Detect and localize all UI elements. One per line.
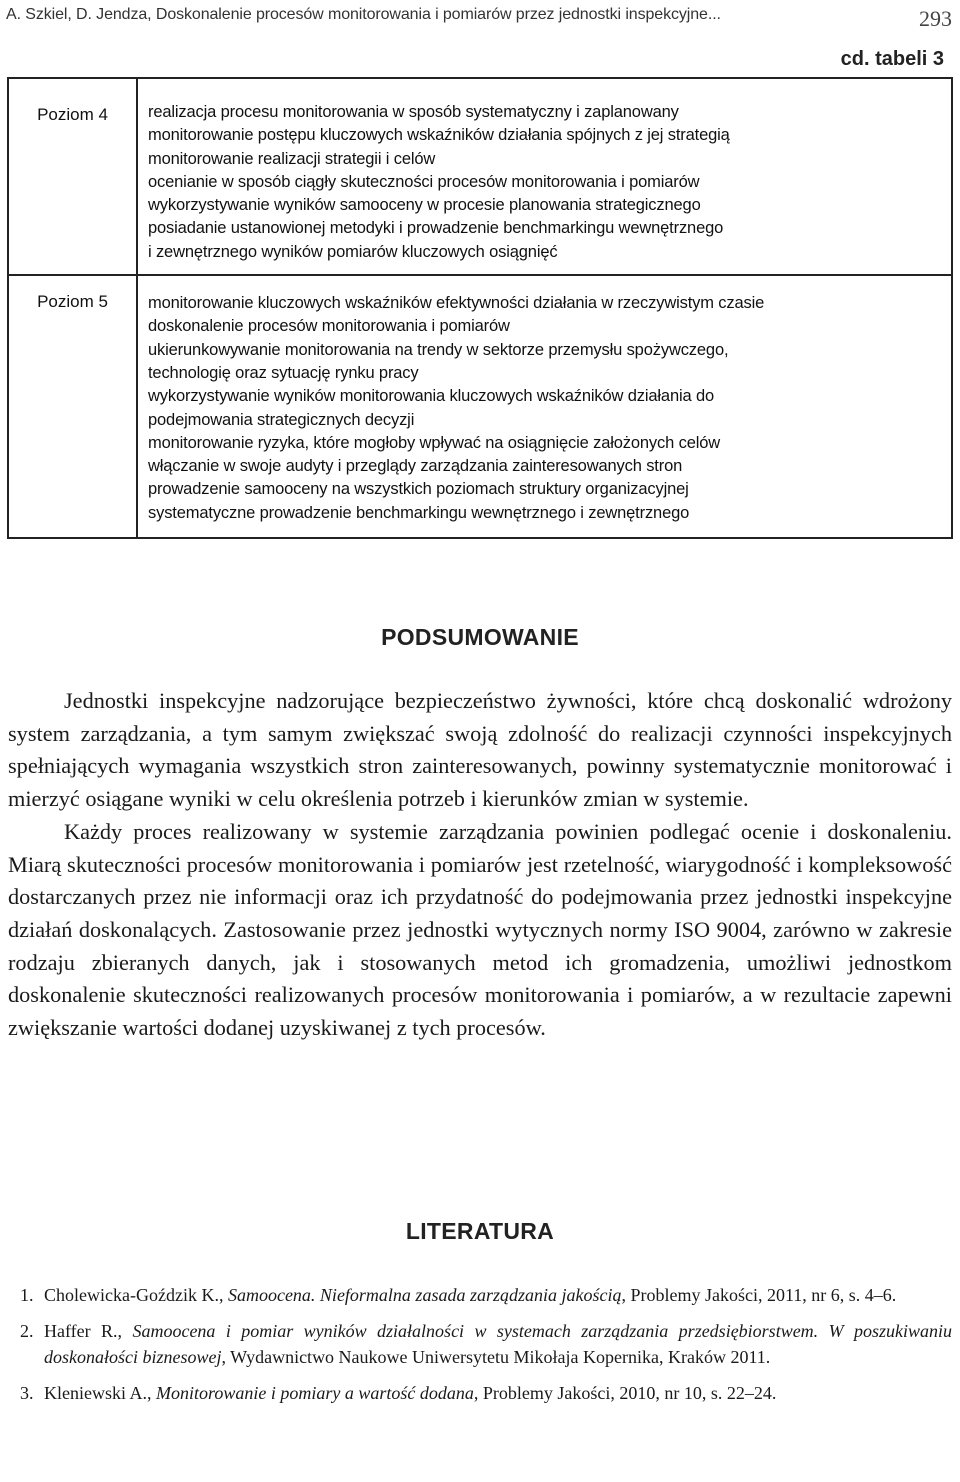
- criterion-item: realizacja procesu monitorowania w sposób systematyczny i zaplanowany: [148, 103, 679, 121]
- criterion-item: ukierunkowywanie monitorowania na trendy w sektorze przemysłu spożywczego,: [148, 340, 729, 359]
- reference-details: , Problemy Jakości, 2010, nr 10, s. 22–24.: [473, 1383, 777, 1403]
- criterion-item: posiadanie ustanowionej metodyki i prowadzenie benchmarkingu wewnętrznego: [148, 219, 724, 238]
- reference-author: Kleniewski A.,: [44, 1383, 156, 1403]
- criterion-item: włączanie w swoje audyty i przeglądy zarządzania zainteresowanych stron: [148, 457, 683, 476]
- reference-number: 3.: [20, 1383, 34, 1403]
- criterion-item: wykorzystywanie wyników monitorowania kluczowych wskaźników działania do: [148, 387, 715, 406]
- criterion-item: monitorowanie realizacji strategii i celów: [148, 149, 436, 168]
- running-header: [6, 6, 952, 31]
- summary-paragraph: Każdy proces realizowany w systemie zarządzania powinien podlegać ocenie i doskonaleniu. Miarą skuteczności procesów monitorowania i pomiarów jest rzetelność, wiarygodność i kompleksowość dostarczanych przez nie informacji oraz ich przydatność do podejmowania przez jednostki inspekcyjne działań doskonalących. Zastosowanie przez jednostki wytycznych normy ISO 9004, zarówno w zakresie rodzaju zbieranych danych, jak i stosowanych metod ich gromadzenia, umożliwi jednostkom doskonalenie skuteczności realizowanych procesów monitorowania i pomiarów, a w rezultacie zapewni zwiększanie wartości dodanej uzyskiwanej z tych procesów.: [8, 818, 952, 1041]
- reference-title: Samoocena. Nieformalna zasada zarządzania jakością: [227, 1285, 622, 1305]
- summary-body: [8, 685, 952, 1045]
- reference-item: [20, 1282, 952, 1308]
- level-criteria: [137, 78, 952, 275]
- reference-title: Samoocena i pomiar wyników działalności w systemach zarządzania przedsiębiorstwem. W poszukiwaniu doskonałości biznesowej: [44, 1321, 952, 1367]
- running-title: A. Szkiel, D. Jendza, Doskonalenie procesów monitorowania i pomiarów przez jednostki inspekcyjne...: [6, 6, 721, 23]
- criterion-item: podejmowania strategicznych decyzji: [148, 410, 415, 429]
- level-label: Poziom 4: [8, 78, 137, 275]
- page-number: 293: [919, 6, 952, 31]
- reference-title: Monitorowanie i pomiary a wartość dodana: [156, 1383, 474, 1403]
- reference-item: [20, 1380, 952, 1406]
- level-label: Poziom 5: [8, 275, 137, 538]
- criterion-item: monitorowanie ryzyka, które mogłoby wpływać na osiągnięcie założonych celów: [148, 433, 721, 452]
- maturity-levels-table: [7, 77, 953, 539]
- criterion-item: technologię oraz sytuację rynku pracy: [148, 363, 419, 382]
- criterion-item: monitorowanie postępu kluczowych wskaźników działania spójnych z jej strategią: [148, 126, 730, 145]
- reference-details: , Problemy Jakości, 2011, nr 6, s. 4–6.: [621, 1285, 897, 1305]
- table-row: [8, 78, 952, 275]
- criterion-item: prowadzenie samooceny na wszystkich poziomach struktury organizacyjnej: [148, 480, 689, 499]
- reference-number: 2.: [20, 1321, 34, 1341]
- criterion-item: monitorowanie kluczowych wskaźników efektywności działania w rzeczywistym czasie: [148, 294, 765, 313]
- reference-number: 1.: [20, 1285, 34, 1305]
- literature-heading: LITERATURA: [405, 1218, 555, 1244]
- reference-item: [20, 1318, 952, 1370]
- reference-author: Cholewicka-Goździk K.,: [44, 1285, 228, 1305]
- reference-list: [20, 1282, 952, 1416]
- summary-paragraph: Jednostki inspekcyjne nadzorujące bezpieczeństwo żywności, które chcą doskonalić wdrożony system zarządzania, a tym samym zwiększać swoją zdolność do realizacji czynności inspekcyjnych spełniających wymagania wszystkich stron zainteresowanych, powinny systematycznie monitorować i mierzyć osiągane wyniki w celu określenia potrzeb i kierunków zmian w systemie.: [8, 688, 952, 812]
- table-row: [8, 275, 952, 538]
- criterion-item: wykorzystywanie wyników samooceny w procesie planowania strategicznego: [148, 196, 701, 215]
- criterion-item: systematyczne prowadzenie benchmarkingu wewnętrznego i zewnętrznego: [148, 503, 690, 522]
- level-criteria: [137, 275, 952, 538]
- summary-heading: PODSUMOWANIE: [381, 624, 579, 650]
- reference-details: , Wydawnictwo Naukowe Uniwersytetu Mikołaja Kopernika, Kraków 2011.: [221, 1347, 771, 1367]
- criterion-item: ocenianie w sposób ciągły skuteczności procesów monitorowania i pomiarów: [148, 172, 700, 191]
- criterion-item: i zewnętrznego wyników pomiarów kluczowych osiągnięć: [148, 242, 558, 261]
- reference-author: Haffer R.,: [44, 1321, 133, 1341]
- table-continuation-label: cd. tabeli 3: [840, 48, 944, 70]
- criterion-item: doskonalenie procesów monitorowania i pomiarów: [148, 317, 510, 336]
